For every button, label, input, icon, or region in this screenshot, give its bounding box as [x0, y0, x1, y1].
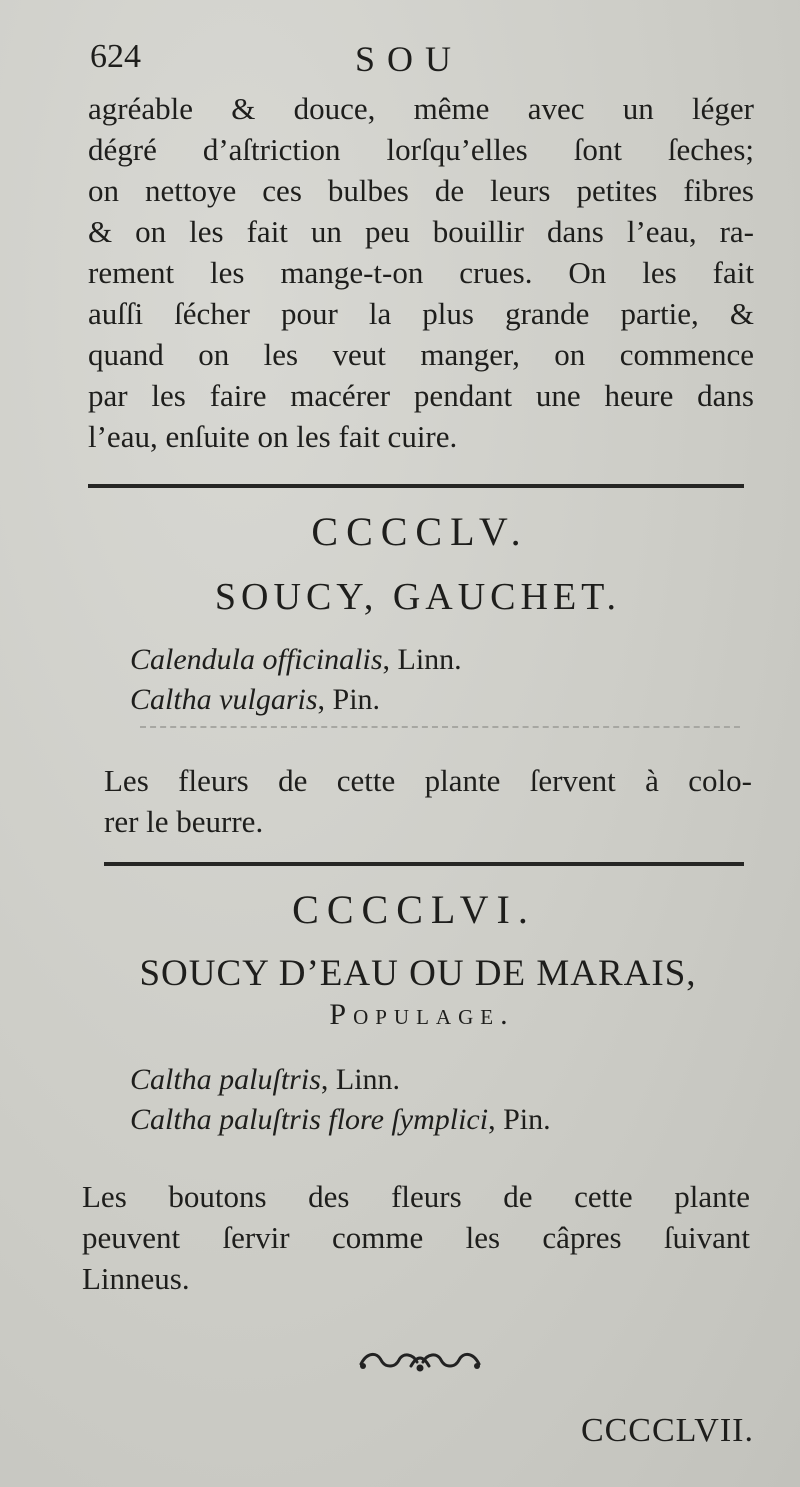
- page-number: 624: [90, 38, 141, 75]
- entry-numeral: CCCCLVI.: [292, 887, 536, 932]
- synonym-item: [130, 1060, 551, 1100]
- tailpiece-ornament: [355, 1346, 485, 1376]
- text-line: Les boutons des fleurs de cette plante: [82, 1179, 750, 1214]
- text-line: & on les fait un peu bouillir dans l’eau, ra-: [88, 214, 754, 249]
- latin-name: Caltha paluſtris: [130, 1063, 321, 1096]
- authority: , Linn.: [320, 1063, 401, 1096]
- latin-name: Caltha vulgaris: [130, 683, 318, 716]
- synonym-item: [130, 680, 462, 720]
- entry-numeral: CCCCLV.: [311, 509, 529, 554]
- text-line: Linneus.: [82, 1261, 190, 1296]
- text-line: dégré d’aſtriction lorſqu’elles ſont ſeches;: [88, 132, 754, 167]
- latin-name: Caltha paluſtris flore ſymplici: [130, 1103, 489, 1136]
- synonym-item: [130, 640, 462, 680]
- text-line: peuvent ſervir comme les câpres ſuivant: [82, 1220, 750, 1255]
- entry-title: SOUCY, GAUCHET.: [214, 576, 622, 618]
- page-header: [90, 38, 750, 88]
- authority: , Pin.: [488, 1103, 551, 1136]
- text-line: quand on les veut manger, on commence: [88, 337, 754, 372]
- text-line: auſſi ſécher pour la plus grande partie, &: [88, 296, 754, 331]
- latin-name: Calendula officinalis: [130, 643, 383, 676]
- section-divider: [88, 484, 744, 488]
- section-divider: [104, 862, 744, 866]
- text-line: on nettoye ces bulbes de leurs petites fibres: [88, 173, 754, 208]
- intro-paragraph: [88, 88, 754, 457]
- entry-title: SOUCY D’EAU OU DE MARAIS,: [139, 953, 697, 994]
- authority: , Linn.: [382, 643, 462, 676]
- entry-subtitle: Populage.: [329, 998, 515, 1031]
- text-line: agréable & douce, même avec un léger: [88, 91, 754, 126]
- synonym-list: [130, 1060, 551, 1140]
- text-line: rement les mange-t-on crues. On les fait: [88, 255, 754, 290]
- entry-text: [104, 760, 752, 842]
- text-line: par les faire macérer pendant une heure dans: [88, 378, 754, 413]
- dotted-divider: [140, 726, 740, 728]
- text-line: l’eau, enſuite on les fait cuire.: [88, 419, 458, 454]
- text-line: rer le beurre.: [104, 804, 264, 839]
- catchword: CCCCLVII.: [580, 1412, 754, 1449]
- synonym-item: [130, 1100, 551, 1140]
- synonym-list: [130, 640, 462, 720]
- text-line: Les fleurs de cette plante ſervent à colo-: [104, 763, 752, 798]
- entry-text: [82, 1176, 750, 1299]
- running-head: SOU: [355, 39, 464, 79]
- authority: , Pin.: [317, 683, 381, 716]
